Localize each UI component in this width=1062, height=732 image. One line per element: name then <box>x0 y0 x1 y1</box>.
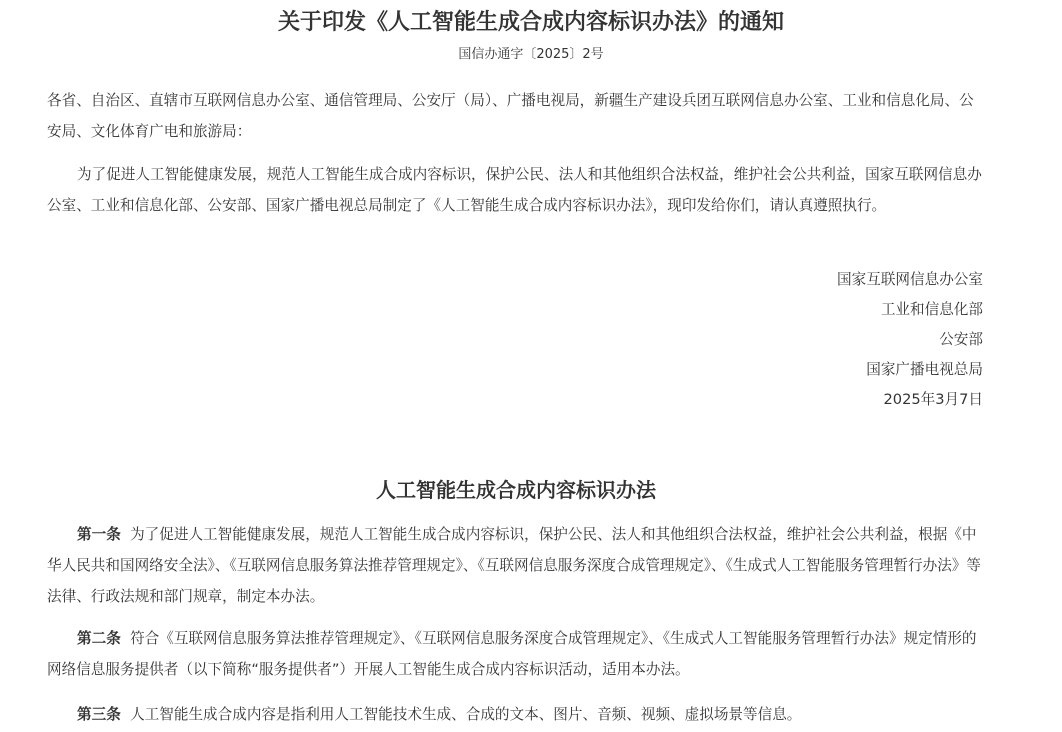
rules-title: 人工智能生成合成内容标识办法 <box>376 478 656 502</box>
article-3 <box>47 699 987 730</box>
notice-body-paragraph <box>47 159 987 221</box>
notice-date: 2025年3月7日 <box>883 391 983 408</box>
article-2-label: 第二条 <box>77 630 121 647</box>
signatory-mps: 公安部 <box>939 331 983 348</box>
signatory-nrta: 国家广播电视总局 <box>866 361 983 378</box>
article-3-label: 第三条 <box>77 706 121 723</box>
document-number: 国信办通字〔2025〕2号 <box>458 47 604 62</box>
article-1-text: 为了促进人工智能健康发展，规范人工智能生成合成内容标识，保护公民、法人和其他组织合法权益，维护社会公共利益，根据《中华人民共和国网络安全法》、《互联网信息服务算法推荐管理规定》、《互联网信息服务深度合成管理规定》、《生成式人工智能服务管理暂行办法》等法律、行政法规和部门规章，制定本办法。 <box>47 526 981 605</box>
article-3-text: 人工智能生成合成内容是指利用人工智能技术生成、合成的文本、图片、音频、视频、虚拟场景等信息。 <box>130 706 802 723</box>
notice-title: 关于印发《人工智能生成合成内容标识办法》的通知 <box>277 9 784 35</box>
notice-body-text: 为了促进人工智能健康发展，规范人工智能生成合成内容标识，保护公民、法人和其他组织合法权益，维护社会公共利益，国家互联网信息办公室、工业和信息化部、公安部、国家广播电视总局制定了《人工智能生成合成内容标识办法》，现印发给你们，请认真遵照执行。 <box>47 166 982 214</box>
article-2 <box>47 623 987 685</box>
article-1-label: 第一条 <box>77 526 121 543</box>
article-1 <box>47 519 987 612</box>
signatory-cac: 国家互联网信息办公室 <box>837 271 983 288</box>
signatory-miit: 工业和信息化部 <box>880 301 983 318</box>
addressees-paragraph: 各省、自治区、直辖市互联网信息办公室、通信管理局、公安厅（局）、广播电视局，新疆生产建设兵团互联网信息办公室、工业和信息化局、公安局、文化体育广电和旅游局： <box>47 92 974 140</box>
article-2-text: 符合《互联网信息服务算法推荐管理规定》、《互联网信息服务深度合成管理规定》、《生成式人工智能服务管理暂行办法》规定情形的网络信息服务提供者（以下简称“服务提供者”）开展人工智能生成合成内容标识活动，适用本办法。 <box>47 630 977 678</box>
